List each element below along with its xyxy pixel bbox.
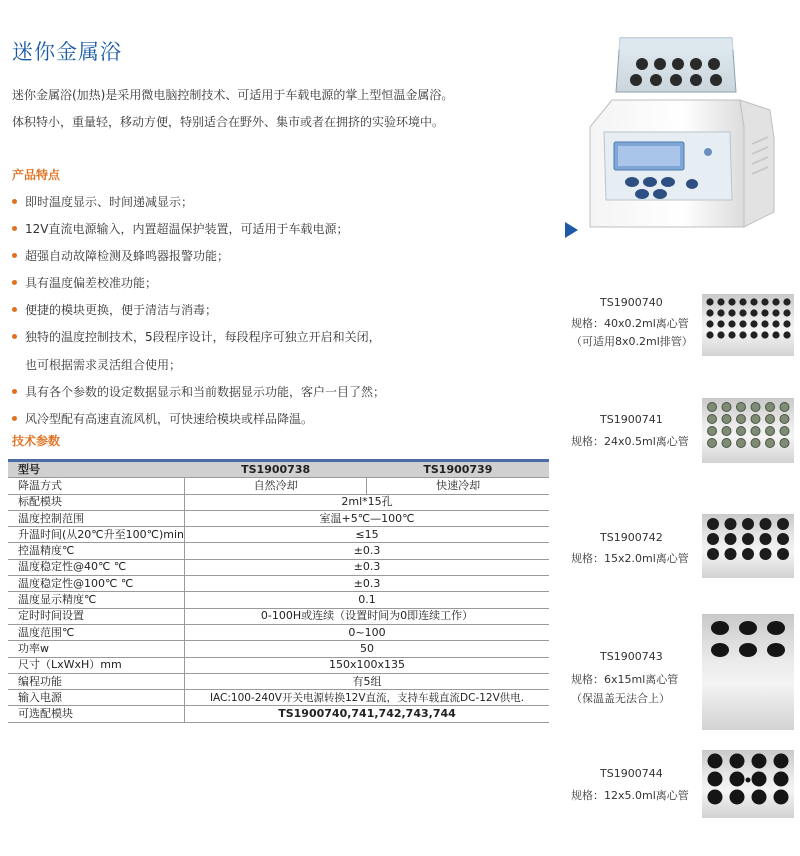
table-row xyxy=(8,543,549,559)
hole xyxy=(780,415,789,424)
table-row xyxy=(8,624,549,640)
hole xyxy=(752,772,767,787)
hole xyxy=(739,320,746,327)
feature-item: 即时温度显示、时间递减显示； xyxy=(12,193,193,210)
feature-item: 独特的温度控制技术，5段程序设计，每段程序可独立开启和关闭， xyxy=(12,328,381,345)
param-value: IAC:100-240V开关电源转换12V直流，支持车载直流DC-12V供电. xyxy=(185,690,549,706)
hole xyxy=(707,533,719,545)
module-block-image xyxy=(702,750,794,818)
param-value: 50 xyxy=(185,641,549,657)
hole xyxy=(737,439,746,448)
hole xyxy=(783,309,790,316)
hole xyxy=(772,298,779,305)
hole xyxy=(777,533,789,545)
hole xyxy=(717,320,724,327)
hole xyxy=(708,772,723,787)
param-name: 温度控制范围 xyxy=(8,510,185,526)
param-name: 编程功能 xyxy=(8,673,185,689)
table-header-row xyxy=(8,461,549,478)
hole xyxy=(751,415,760,424)
module-code: TS1900742 xyxy=(600,531,663,544)
param-name: 尺寸（LxWxH）mm xyxy=(8,657,185,673)
spec-table xyxy=(8,459,549,723)
hole xyxy=(772,309,779,316)
module-note: （保温盖无法合上） xyxy=(571,692,670,705)
hole xyxy=(750,309,757,316)
param-value: ±0.3 xyxy=(185,576,549,592)
hole xyxy=(706,309,713,316)
param-value: TS1900740,741,742,743,744 xyxy=(185,706,549,722)
table-header-cell: TS1900738 xyxy=(185,461,367,478)
hole xyxy=(760,548,772,560)
table-row xyxy=(8,527,549,543)
hole xyxy=(728,331,735,338)
module-spec: 规格：12x5.0ml离心管 xyxy=(571,789,689,802)
table-header-cell: 型号 xyxy=(8,461,185,478)
param-name: 温度稳定性@40℃ ℃ xyxy=(8,559,185,575)
module-spec: 规格：6x15ml离心管 xyxy=(571,673,679,686)
hole xyxy=(751,403,760,412)
hole xyxy=(783,320,790,327)
hole xyxy=(717,309,724,316)
table-row xyxy=(8,706,549,722)
hole xyxy=(742,548,754,560)
hole xyxy=(760,533,772,545)
bullet-icon xyxy=(12,226,17,231)
hole xyxy=(730,754,745,769)
module-spec: 规格：40x0.2ml离心管 xyxy=(571,317,689,330)
hole xyxy=(751,439,760,448)
param-value: 0.1 xyxy=(185,592,549,608)
param-name: 控温精度℃ xyxy=(8,543,185,559)
hole xyxy=(707,548,719,560)
param-value: 0~100 xyxy=(185,624,549,640)
param-name: 温度稳定性@100℃ ℃ xyxy=(8,576,185,592)
hole xyxy=(707,518,719,530)
param-value: ≤15 xyxy=(185,527,549,543)
module-block-image xyxy=(702,398,794,463)
play-arrow-icon xyxy=(565,222,578,238)
table-row xyxy=(8,576,549,592)
hole xyxy=(772,331,779,338)
module-block-image xyxy=(702,514,794,578)
module-code: TS1900744 xyxy=(600,767,663,780)
feature-item: 12V直流电源输入，内置超温保护装置，可适用于车载电源； xyxy=(12,220,348,237)
param-value: 有5组 xyxy=(185,673,549,689)
table-row xyxy=(8,510,549,526)
hole xyxy=(761,331,768,338)
feature-item: 超强自动故障检测及蜂鸣器报警功能； xyxy=(12,247,229,264)
module-spec: 规格：15x2.0ml离心管 xyxy=(571,552,689,565)
bullet-icon xyxy=(12,307,17,312)
feature-item: 具有温度偏差校准功能； xyxy=(12,274,157,291)
hole xyxy=(774,754,789,769)
hole xyxy=(737,415,746,424)
hole xyxy=(708,439,717,448)
intro-line-2: 体积特小，重量轻，移动方便，特别适合在野外、集市或者在拥挤的实验环境中。 xyxy=(12,115,445,129)
param-value: ±0.3 xyxy=(185,543,549,559)
param-name: 降温方式 xyxy=(8,478,185,494)
module-block-holes xyxy=(702,294,794,356)
params-title: 技术参数 xyxy=(12,434,61,448)
table-row xyxy=(8,673,549,689)
module-block-holes xyxy=(702,514,794,578)
hole xyxy=(783,298,790,305)
hole xyxy=(730,772,745,787)
param-name: 可选配模块 xyxy=(8,706,185,722)
features-title: 产品特点 xyxy=(12,168,61,182)
feature-item: 便捷的模块更换，便于清洁与消毒； xyxy=(12,301,217,318)
table-row xyxy=(8,592,549,608)
param-name: 功率w xyxy=(8,641,185,657)
hole xyxy=(774,772,789,787)
hole xyxy=(780,403,789,412)
param-value: 2ml*15孔 xyxy=(185,494,549,510)
bullet-icon xyxy=(12,280,17,285)
module-block-holes xyxy=(702,398,794,463)
hole xyxy=(750,320,757,327)
hole xyxy=(725,518,737,530)
module-block-image xyxy=(702,614,794,730)
module-block-holes xyxy=(702,614,794,730)
table-row xyxy=(8,478,549,494)
hole xyxy=(761,298,768,305)
table-row xyxy=(8,641,549,657)
bullet-icon xyxy=(12,199,17,204)
hole xyxy=(722,403,731,412)
table-row xyxy=(8,657,549,673)
hole xyxy=(752,790,767,805)
hole xyxy=(783,331,790,338)
param-name: 标配模块 xyxy=(8,494,185,510)
hole xyxy=(777,518,789,530)
param-value: 0-100H或连续（设置时间为0即连续工作） xyxy=(185,608,549,624)
hole xyxy=(750,298,757,305)
feature-item: 具有各个参数的设定数据显示和当前数据显示功能，客户一目了然； xyxy=(12,383,385,400)
table-row xyxy=(8,608,549,624)
hole xyxy=(728,309,735,316)
hole xyxy=(717,298,724,305)
hole xyxy=(722,415,731,424)
param-value: 快速冷却 xyxy=(367,478,549,494)
hole xyxy=(761,309,768,316)
table-header-cell: TS1900739 xyxy=(367,461,549,478)
hole xyxy=(706,298,713,305)
param-name: 升温时间(从20℃升至100℃)min xyxy=(8,527,185,543)
module-block-holes xyxy=(702,750,794,818)
hole xyxy=(725,533,737,545)
hole xyxy=(737,427,746,436)
bullet-icon xyxy=(12,416,17,421)
hole xyxy=(742,518,754,530)
hole xyxy=(780,427,789,436)
hole xyxy=(737,403,746,412)
table-row xyxy=(8,559,549,575)
hole xyxy=(750,331,757,338)
hole xyxy=(774,790,789,805)
param-value: ±0.3 xyxy=(185,559,549,575)
param-value: 150x100x135 xyxy=(185,657,549,673)
module-note: （可适用8x0.2ml排管） xyxy=(571,335,693,348)
bullet-icon xyxy=(12,389,17,394)
module-code: TS1900741 xyxy=(600,413,663,426)
hole xyxy=(722,427,731,436)
hole xyxy=(760,518,772,530)
hole xyxy=(752,754,767,769)
param-name: 输入电源 xyxy=(8,690,185,706)
hole xyxy=(717,331,724,338)
hole xyxy=(766,427,775,436)
hole xyxy=(777,548,789,560)
hole xyxy=(746,778,751,783)
hole xyxy=(739,298,746,305)
hole xyxy=(751,427,760,436)
hole xyxy=(739,309,746,316)
hole xyxy=(708,415,717,424)
module-code: TS1900743 xyxy=(600,650,663,663)
module-spec: 规格：24x0.5ml离心管 xyxy=(571,435,689,448)
hole xyxy=(722,439,731,448)
param-name: 定时时间设置 xyxy=(8,608,185,624)
hole xyxy=(708,790,723,805)
param-name: 温度显示精度℃ xyxy=(8,592,185,608)
hole xyxy=(706,320,713,327)
hole xyxy=(728,320,735,327)
hole xyxy=(766,403,775,412)
hole xyxy=(742,533,754,545)
intro-line-1: 迷你金属浴(加热)是采用微电脑控制技术、可适用于车载电源的掌上型恒温金属浴。 xyxy=(12,88,454,102)
hole xyxy=(728,298,735,305)
feature-item: 风冷型配有高速直流风机，可快速给模块或样品降温。 xyxy=(12,410,313,427)
param-value: 自然冷却 xyxy=(185,478,367,494)
hole xyxy=(725,548,737,560)
hole xyxy=(772,320,779,327)
hole xyxy=(708,754,723,769)
module-code: TS1900740 xyxy=(600,296,663,309)
table-row xyxy=(8,690,549,706)
hole xyxy=(730,790,745,805)
bullet-icon xyxy=(12,334,17,339)
hole xyxy=(780,439,789,448)
hole xyxy=(708,403,717,412)
hole xyxy=(766,415,775,424)
hole xyxy=(761,320,768,327)
hole xyxy=(708,427,717,436)
param-value: 室温+5℃—100℃ xyxy=(185,510,549,526)
module-block-image xyxy=(702,294,794,356)
feature-item-continued: 也可根据需求灵活组合使用； xyxy=(25,358,182,372)
hole xyxy=(739,331,746,338)
dry-bath-device-image xyxy=(572,32,792,247)
page-title: 迷你金属浴 xyxy=(12,40,122,64)
hole xyxy=(706,331,713,338)
param-name: 温度范围℃ xyxy=(8,624,185,640)
table-row xyxy=(8,494,549,510)
hole xyxy=(766,439,775,448)
bullet-icon xyxy=(12,253,17,258)
